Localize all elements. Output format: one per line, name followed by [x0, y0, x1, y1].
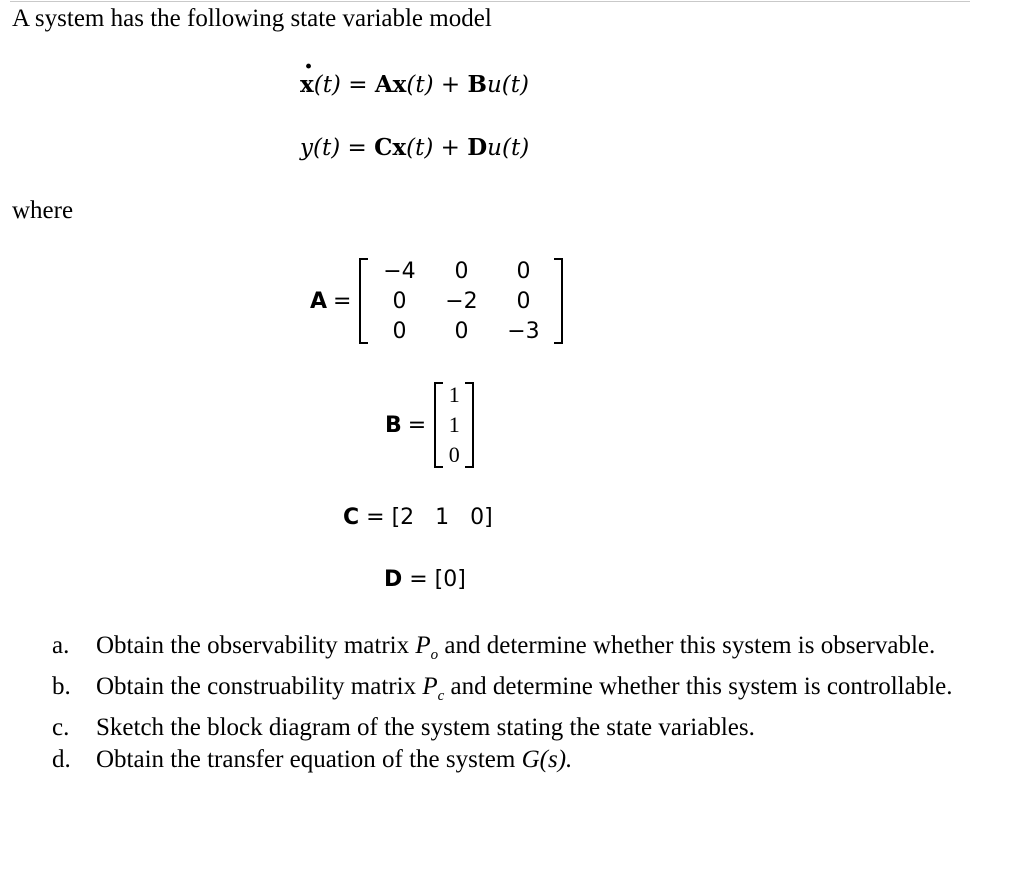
- item-text: Obtain the construability matrix $P_c$ and determine whether this system is controllable.: [96, 673, 953, 704]
- matrix-cell: 0: [392, 288, 407, 314]
- list-item: [52, 744, 976, 776]
- matrix-cell: 0: [392, 318, 407, 344]
- item-label: a.: [52, 632, 70, 659]
- matrix-cell: 1: [448, 412, 460, 437]
- matrix-a-table: [368, 256, 554, 346]
- list-item: [52, 712, 976, 744]
- matrix-cell: 0: [516, 258, 531, 284]
- matrix-cell: −2: [445, 288, 478, 314]
- matrix-cell: −4: [383, 258, 416, 284]
- matrix-b: [385, 380, 474, 470]
- item-text: Obtain the transfer equation of the system G(s).: [96, 746, 573, 773]
- item-label: c.: [52, 714, 70, 741]
- item-text: Obtain the observability matrix $P_o$ and determine whether this system is observable.: [96, 632, 936, 663]
- matrix-d: [384, 567, 466, 592]
- top-rule: [10, 1, 970, 2]
- matrix-a-equals: =: [333, 288, 352, 314]
- matrix-a-label: A: [310, 288, 328, 314]
- matrix-cell: 0: [516, 288, 531, 314]
- matrix-cell: 0: [448, 442, 460, 467]
- list-item: [52, 671, 976, 712]
- state-equation: · x(t) = Ax(t) + Bu(t): [300, 70, 529, 100]
- matrix-d-label: D: [384, 567, 403, 592]
- output-equation: y(t) = Cx(t) + Du(t): [300, 134, 530, 161]
- matrix-d-value: = [0]: [402, 567, 466, 592]
- matrix-c-label: C: [343, 505, 360, 530]
- list-item: [52, 630, 976, 671]
- matrix-cell: 0: [454, 258, 469, 284]
- matrix-a-bracket: [359, 256, 563, 346]
- question-list: [52, 630, 976, 776]
- matrix-cell: −3: [507, 318, 540, 344]
- matrix-c-value: = [2 1 0]: [359, 505, 493, 530]
- where-label: where: [12, 197, 74, 224]
- item-text: Sketch the block diagram of the system stating the state variables.: [96, 714, 755, 741]
- matrix-a: [310, 256, 563, 346]
- intro-text: A system has the following state variable model: [12, 5, 492, 32]
- matrix-cell: 1: [448, 382, 460, 407]
- matrix-b-equals: =: [407, 412, 427, 438]
- matrix-b-table: [443, 380, 465, 470]
- matrix-c: [343, 505, 493, 530]
- matrix-b-label: B: [385, 412, 402, 438]
- matrix-b-bracket: [434, 380, 474, 470]
- item-label: d.: [52, 746, 71, 773]
- item-label: b.: [52, 673, 71, 700]
- x-dot-symbol: · x: [300, 70, 314, 100]
- matrix-cell: 0: [454, 318, 469, 344]
